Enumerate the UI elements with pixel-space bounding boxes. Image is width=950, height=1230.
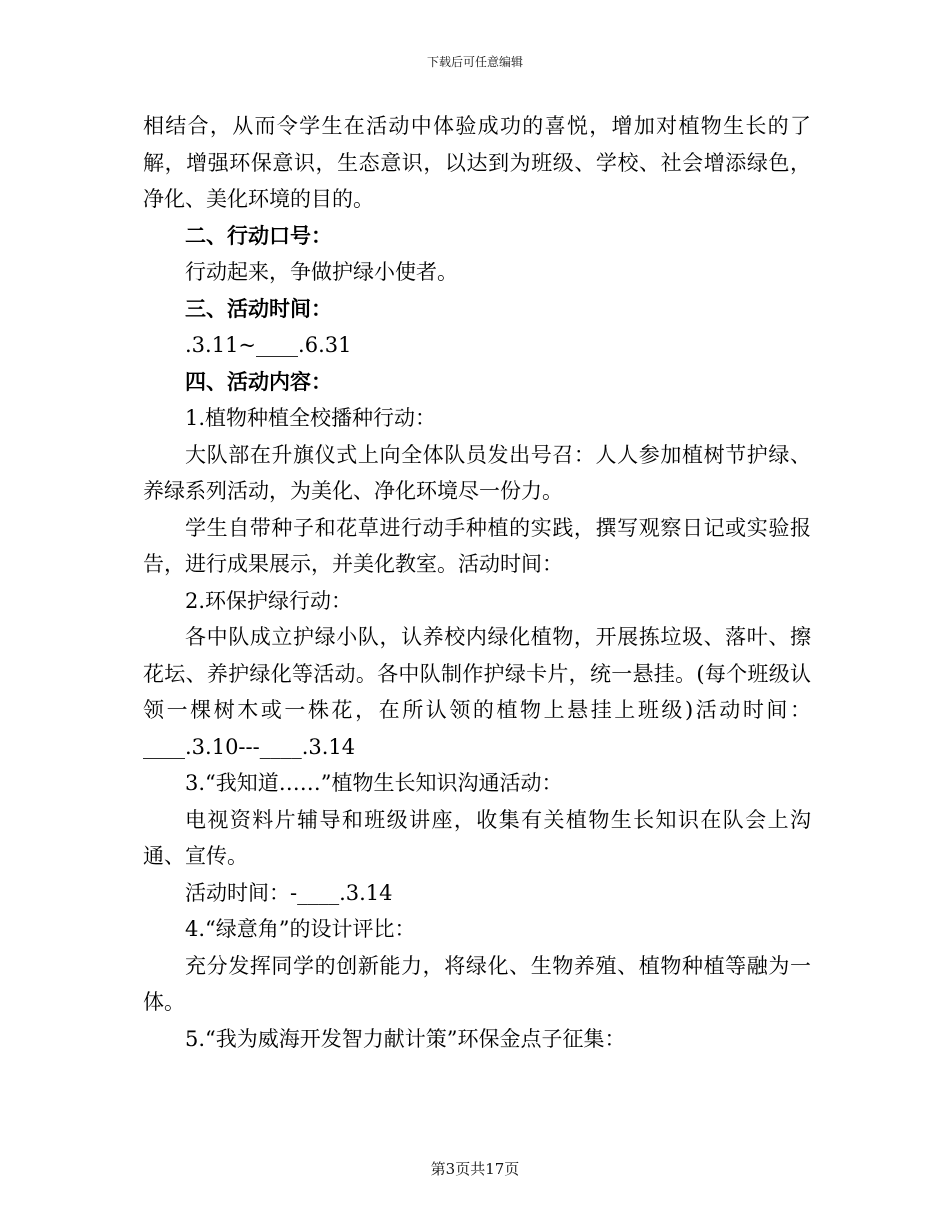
paragraph-slogan: 行动起来，争做护绿小使者。 — [185, 260, 458, 284]
paragraph-intro: 相结合，从而令学生在活动中体验成功的喜悦，增加对植物生长的了解，增强环保意识，生态意识，以达到为班级、学校、社会增添绿色，净化、美化环境的目的。 — [143, 114, 811, 211]
heading-time: 三、活动时间： — [185, 295, 332, 321]
item-3-title: 3.“我知道……”植物生长知识沟通活动： — [185, 771, 563, 795]
heading-content: 四、活动内容： — [185, 368, 332, 394]
heading-slogan: 二、行动口号： — [185, 222, 332, 248]
item-2-text: 各中队成立护绿小队，认养校内绿化植物，开展拣垃圾、落叶、擦花坛、养护绿化等活动。各中队制作护绿卡片，统一悬挂。(每个班级认领一棵树木或一株花，在所认领的植物上悬挂上班级)活动时间：____.3.10---____.3.14 — [143, 625, 811, 759]
page-footer: 第3页共17页 — [430, 1160, 520, 1178]
paragraph-time: .3.11~____.6.31 — [185, 333, 352, 357]
item-3-time: 活动时间：-____.3.14 — [185, 880, 393, 905]
item-1-text-a: 大队部在升旗仪式上向全体队员发出号召：人人参加植树节护绿、养绿系列活动，为美化、净化环境尽一份力。 — [143, 442, 811, 503]
item-1-text-b: 学生自带种子和花草进行动手种植的实践，撰写观察日记或实验报告，进行成果展示，并美化教室。活动时间： — [143, 515, 811, 576]
document-body — [143, 108, 811, 1057]
item-2-title: 2.环保护绿行动： — [185, 588, 353, 613]
item-4-title: 4.“绿意角”的设计评比： — [185, 917, 416, 941]
item-4-text: 充分发挥同学的创新能力，将绿化、生物养殖、植物种植等融为一体。 — [143, 953, 811, 1014]
page-header: 下载后可任意编辑 — [426, 55, 523, 69]
item-3-text: 电视资料片辅导和班级讲座，收集有关植物生长知识在队会上沟通、宣传。 — [143, 807, 811, 868]
item-5-title: 5.“我为威海开发智力献计策”环保金点子征集： — [185, 1026, 626, 1051]
item-1-title: 1.植物种植全校播种行动： — [185, 406, 437, 430]
